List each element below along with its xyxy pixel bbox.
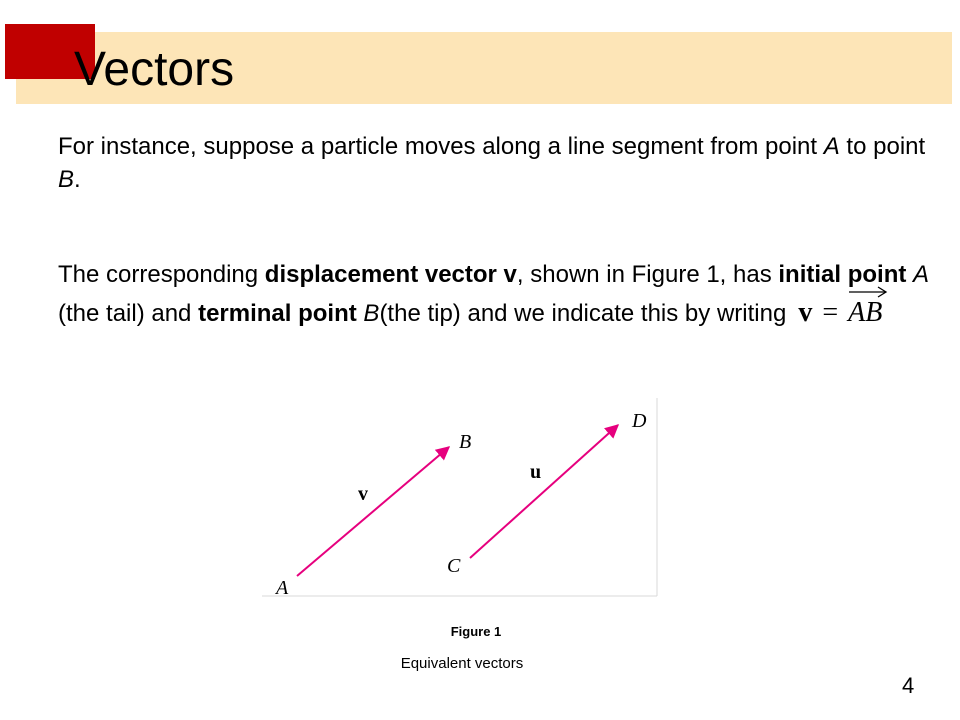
- p2-text-6: (the tip) and we indicate this by writing: [379, 300, 787, 327]
- label-b: B: [459, 431, 472, 453]
- formula-ab: [848, 297, 882, 328]
- figure-title: Figure 1: [450, 624, 502, 639]
- vector-v-arrow: [297, 447, 449, 576]
- page-number: 4: [902, 673, 915, 698]
- p2-text-4: (the tail) and: [58, 300, 199, 327]
- p2-point-b: B: [363, 300, 380, 327]
- p1-text-2: to point: [839, 133, 926, 160]
- figure-caption: Equivalent vectors: [400, 655, 524, 672]
- label-u: u: [530, 461, 542, 483]
- vector-formula: [798, 296, 882, 329]
- p1-text-3: .: [74, 166, 81, 193]
- label-a: A: [276, 577, 289, 598]
- vector-u-arrow: [470, 425, 618, 558]
- p2-text-1: The corresponding: [58, 261, 265, 288]
- p2-text-2: , shown in Figure 1, has: [516, 261, 779, 288]
- label-c: C: [447, 555, 461, 577]
- p2-bold-initial: initial point: [778, 261, 907, 288]
- p2-bold-terminal: terminal point: [198, 300, 357, 327]
- slide-title: Vectors: [74, 43, 235, 96]
- p1-point-a: A: [823, 133, 840, 160]
- vector-arrow-icon: [848, 285, 888, 299]
- p2-point-a: A: [913, 261, 930, 288]
- formula-ab-text: AB: [848, 297, 883, 328]
- label-v: v: [358, 483, 368, 505]
- formula-v: v: [798, 297, 813, 328]
- equivalent-vectors-figure: [262, 398, 658, 598]
- p2-bold-displacement: displacement vector v: [264, 261, 517, 288]
- paragraph-1: [58, 130, 938, 196]
- paragraph-2: [58, 258, 938, 330]
- label-d: D: [632, 410, 647, 432]
- formula-equals: =: [822, 297, 839, 328]
- p1-text-1: For instance, suppose a particle moves along a line segment from point: [58, 133, 824, 160]
- p1-point-b: B: [58, 166, 75, 193]
